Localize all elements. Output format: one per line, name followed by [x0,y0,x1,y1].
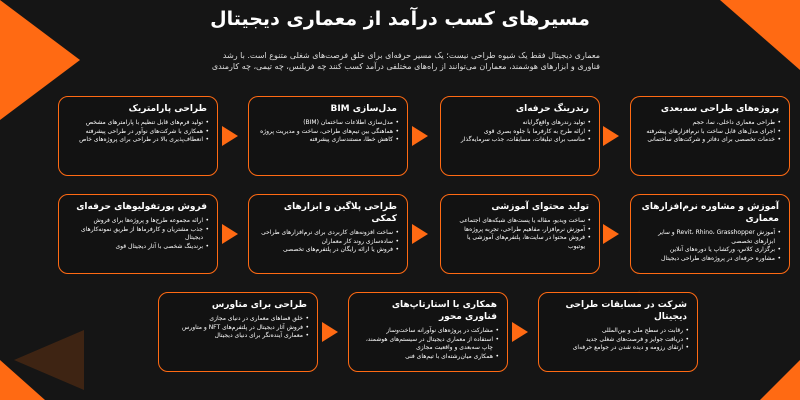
arrow-icon [222,224,238,244]
card-title: طراحی برای متاورس [211,300,307,310]
card-plugins [248,194,408,274]
arrow-icon [322,322,338,342]
list-item: • کاهش خطا، مستندسازی پیشرفته [257,136,399,145]
page-title: مسیرهای کسب درآمد از معماری دیجیتال [210,8,590,30]
list-item: • همکاری میان‌رشته‌ای با تیم‌های فنی [357,353,499,362]
card-metaverse [158,292,318,372]
arrow-icon [512,322,528,342]
card-list [639,119,781,145]
card-parametric [58,96,218,176]
intro-paragraph: معماری دیجیتال فقط یک شیوه طراحی نیست؛ یک مسیر حرفه‌ای برای خلق فرصت‌های شغلی متنوع است. با رشد فناوری و ابزارهای هوشمند، معماران می‌توانند از راه‌های مختلفی درآمد کسب کنند چه فریلنس، چه تیمی، چه کارمندی [211,51,600,71]
list-item: • دریافت جوایز و فرصت‌های شغلی جدید [547,336,689,345]
card-list [357,327,499,361]
list-item: • هماهنگی بین تیم‌های طراحی، ساخت و مدیریت پروژه [257,128,399,137]
list-item: • آموزش Revit، Rhino، Grasshopper و سایر ابزارهای تخصصی [639,229,781,246]
list-item: • ساخت افزونه‌های کاربردی برای نرم‌افزارهای طراحی [257,229,399,238]
arrow-icon [412,126,428,146]
card-competitions [538,292,698,372]
card-startups [348,292,508,372]
arrow-icon [222,126,238,146]
card-title: تولید محتوای آموزشی [491,202,589,212]
list-item: • ساده‌سازی روند کار معماران [257,238,399,247]
arrow-icon [412,224,428,244]
card-content [440,194,600,274]
list-item: • همکاری با شرکت‌های نوآور در طراحی پیشرفته [67,128,209,137]
list-item: • مشارکت در پروژه‌های نوآورانه ساخت‌وساز [357,327,499,336]
list-item: • آموزش نرم‌افزار، مفاهیم طراحی، تجربه پروژه‌ها [449,226,591,235]
list-item: • برگزاری کلاس، ورکشاپ یا دوره‌های آنلاین [639,246,781,255]
decor-triangle-bottom-left [0,360,45,400]
list-item: • معماری آینده‌نگر برای دنیای دیجیتال [167,332,309,341]
card-title: شرکت در مسابقات طراحی دیجیتال [565,300,687,322]
list-item: • مناسب برای تبلیغات، مسابقات، جذب سرمایه‌گذار [449,136,591,145]
card-title: رندرینگ حرفه‌ای [515,104,589,114]
list-item: • ارائه طرح به کارفرما با جلوه بصری قوی [449,128,591,137]
card-3d-design [630,96,790,176]
arrow-icon [603,126,619,146]
list-item: • رقابت در سطح ملی و بین‌المللی [547,327,689,336]
list-item: • برندینگ شخصی با آثار دیجیتال قوی [67,243,209,252]
card-list [449,217,591,251]
list-item: • اجرای مدل‌های قابل ساخت با نرم‌افزارهای پیشرفته [639,128,781,137]
list-item: • استفاده از معماری دیجیتال در سیستم‌های هوشمند، چاپ سه‌بعدی و واقعیت مجازی [357,336,499,353]
card-portfolio [58,194,218,274]
card-title: آموزش و مشاوره نرم‌افزارهای معماری [641,202,779,224]
card-list [449,119,591,145]
card-list [167,315,309,341]
list-item: • ارائه مجموعه طرح‌ها و پروژه‌ها برای فروش [67,217,209,226]
card-list [67,119,209,145]
list-item: • تولید فرم‌های قابل تنظیم با پارامترهای مشخص [67,119,209,128]
list-item: • خدمات تخصصی برای دفاتر و شرکت‌های ساختمانی [639,136,781,145]
list-item: • فروش محتوا در سایت‌ها، پلتفرم‌های آموزشی یا یوتیوب [449,234,591,251]
card-title: طراحی پلاگین و ابزارهای کمکی [283,202,397,224]
card-title: پروژه‌های طراحی سه‌بعدی [660,104,779,114]
card-title: همکاری با استارتاپ‌های فناوری محور [391,300,497,322]
card-title: مدل‌سازی BIM [330,104,397,114]
list-item: • فروش یا ارائه رایگان در پلتفرم‌های تخصصی [257,246,399,255]
list-item: • ساخت ویدیو، مقاله یا پست‌های شبکه‌های اجتماعی [449,217,591,226]
list-item: • تولید رندرهای واقع‌گرایانه [449,119,591,128]
card-list [547,327,689,353]
card-list [67,217,209,251]
card-rendering [440,96,600,176]
card-title: طراحی پارامتریک [128,104,207,114]
list-item: • ارتقای رزومه و دیده شدن در جوامع حرفه‌ای [547,344,689,353]
card-list [639,229,781,263]
decor-triangle-bottom-right [760,360,800,400]
list-item: • فروش آثار دیجیتال در پلتفرم‌های NFT و متاورس [167,324,309,333]
list-item: • خلق فضاهای معماری در دنیای مجازی [167,315,309,324]
list-item: • انعطاف‌پذیری بالا در طراحی برای پروژه‌های خاص [67,136,209,145]
list-item: • جذب مشتریان و کارفرماها از طریق نمونه‌کارهای دیجیتال [67,226,209,243]
card-list [257,229,399,255]
list-item: • مدل‌سازی اطلاعات ساختمان (BIM) [257,119,399,128]
card-bim [248,96,408,176]
arrow-icon [603,224,619,244]
card-teaching [630,194,790,274]
card-title: فروش پورتفولیوهای حرفه‌ای [76,202,207,212]
list-item: • مشاوره حرفه‌ای در پروژه‌های طراحی دیجیتال [639,255,781,264]
list-item: • طراحی معماری داخلی، نما، حجم [639,119,781,128]
card-list [257,119,399,145]
